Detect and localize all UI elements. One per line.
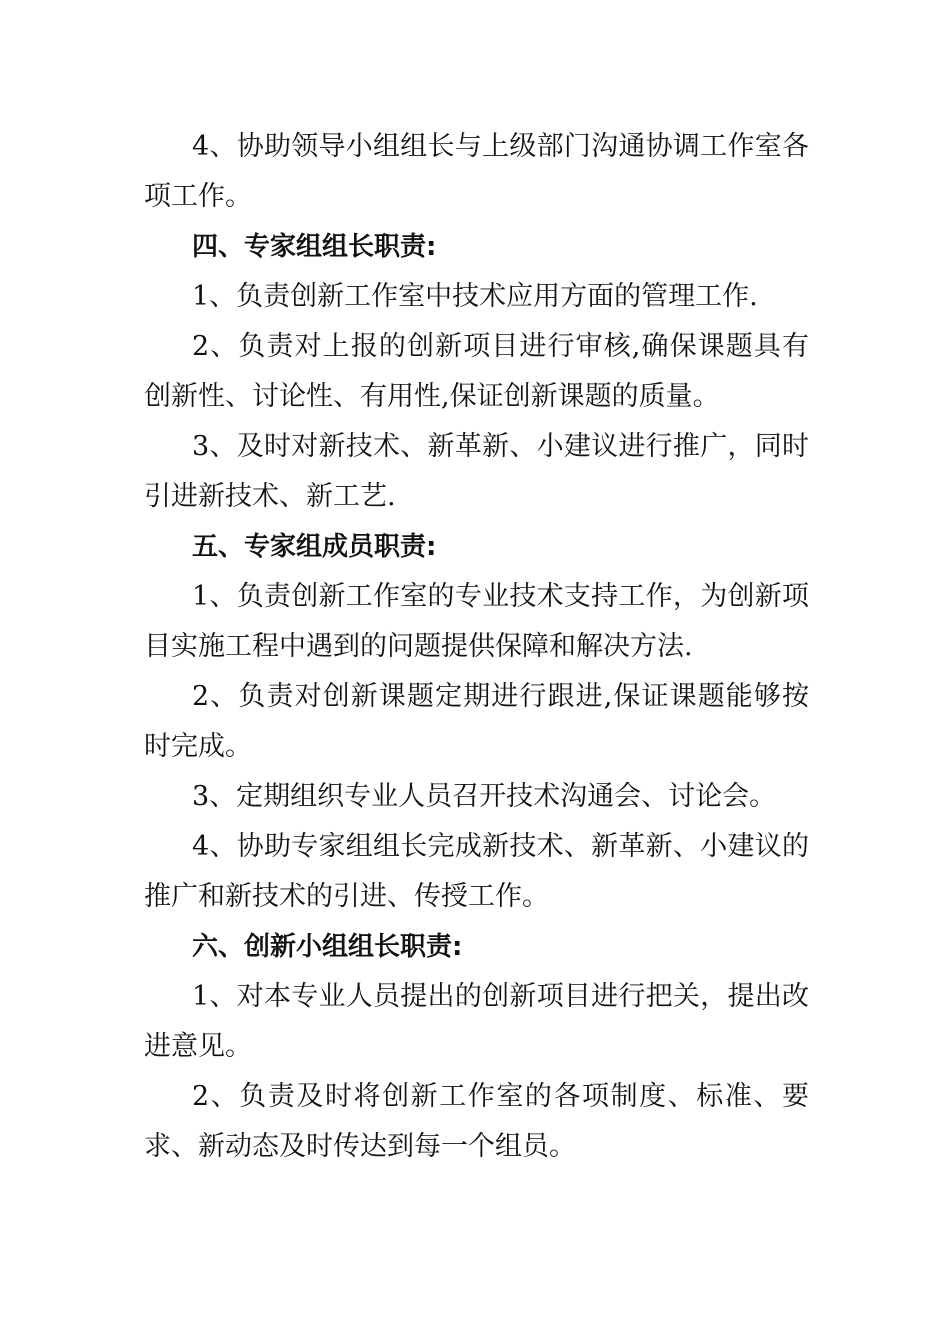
- item-1-review-proposals: 1、对本专业人员提出的创新项目进行把关，提出改进意见。: [144, 981, 809, 1062]
- item-2-follow-up: 2、负责对创新课题定期进行跟进,保证课题能够按时完成。: [144, 681, 809, 762]
- item-4-assist-promotion: 4、协助专家组组长完成新技术、新革新、小建议的推广和新技术的引进、传授工作。: [144, 831, 809, 912]
- item-3-meetings: 3、定期组织专业人员召开技术沟通会、讨论会。: [192, 781, 777, 812]
- heading-expert-member-duties: 五、专家组成员职责:: [192, 532, 437, 562]
- item-3-promotion: 3、及时对新技术、新革新、小建议进行推广，同时引进新技术、新工艺.: [144, 431, 809, 512]
- item-2-project-review: 2、负责对上报的创新项目进行审核,确保课题具有创新性、讨论性、有用性,保证创新课题的质量。: [144, 331, 809, 412]
- heading-expert-leader-duties: 四、专家组组长职责:: [192, 232, 437, 262]
- item-4-coordinate: 4、协助领导小组组长与上级部门沟通协调工作室各项工作。: [144, 131, 809, 212]
- document-body: [144, 122, 809, 1172]
- item-1-tech-management: 1、负责创新工作室中技术应用方面的管理工作.: [192, 281, 758, 312]
- heading-group-leader-duties: 六、创新小组组长职责:: [192, 932, 463, 962]
- item-1-tech-support: 1、负责创新工作室的专业技术支持工作，为创新项目实施工程中遇到的问题提供保障和解决方法.: [144, 581, 809, 662]
- item-2-communicate-rules: 2、负责及时将创新工作室的各项制度、标准、要求、新动态及时传达到每一个组员。: [144, 1081, 809, 1162]
